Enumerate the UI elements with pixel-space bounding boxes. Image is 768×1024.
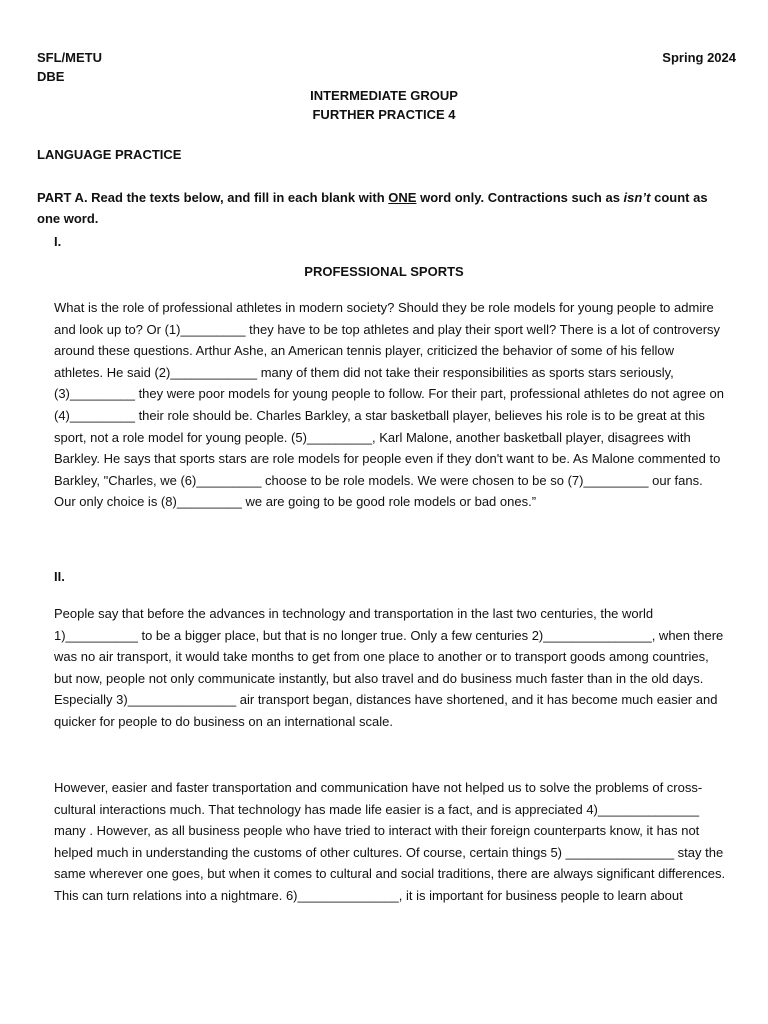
practice-title: FURTHER PRACTICE 4 bbox=[312, 107, 456, 122]
department-name: DBE bbox=[37, 69, 65, 84]
group-title: INTERMEDIATE GROUP bbox=[310, 88, 458, 103]
instructions-one-word: ONE bbox=[388, 190, 417, 205]
institution-header bbox=[37, 48, 102, 86]
section-heading: LANGUAGE PRACTICE bbox=[37, 147, 182, 162]
term-label: Spring 2024 bbox=[662, 50, 736, 65]
instructions-part-3: count as one word. bbox=[37, 190, 708, 226]
institution-name: SFL/METU bbox=[37, 50, 102, 65]
text-1-title: PROFESSIONAL SPORTS bbox=[304, 264, 464, 279]
text-2-paragraph-2: However, easier and faster transportation and communication have not helped us to solve the problems of cross-cultural interactions much. That technology has made life easier is a fact, and is appreciated 4)______________ many . However, as all business people who have tried to interact with their foreign counterparts know, it has not helped much in understanding the customs of other cultures. Of course, certain things 5) _______________ stay the same wherever one goes, but when it comes to cultural and social traditions, there are always significant differences. This can turn relations into a nightmare. 6)______________, it is important for business people to learn about bbox=[54, 780, 726, 903]
text-1-paragraph: What is the role of professional athletes in modern society? Should they be role models for young people to admire and look up to? Or (1)_________ they have to be top athletes and play their sport well? There is a lot of controversy around these questions. Arthur Ashe, an American tennis player, criticized the behavior of some of his fellow athletes. He said (2)____________ many of them did not take their responsibilities as sports stars seriously, (3)_________ they were poor models for young people to follow. For their part, professional athletes do not agree on (4)_________ their role should be. Charles Barkley, a star basketball player, believes his role is to be great at this sport, not a role model for young people. (5)_________, Karl Malone, another basketball player, disagrees with Barkley. He says that sports stars are role models for people even if they don't want to be. As Malone commented to Barkley, "Charles, we (6)_________ choose to be role models. We were chosen to be so (7)_________ our fans. Our only choice is (8)_________ we are going to be good role models or bad ones.” bbox=[54, 300, 724, 510]
text-2-paragraph-1: People say that before the advances in technology and transportation in the last two centuries, the world 1)__________ to be a bigger place, but that is no longer true. Only a few centuries 2)_______________, when there was no air transport, it would take months to get from one place to another or to transport goods among countries, but now, people not only communicate instantly, but also travel and do business much faster than in the old days. Especially 3)_______________ air transport began, distances have shortened, and it has become much easier and quicker for people to do business on an international scale. bbox=[54, 606, 724, 729]
instructions-example: isn’t bbox=[623, 190, 651, 205]
text-2-numeral: II. bbox=[54, 569, 65, 584]
part-a-instructions bbox=[37, 187, 727, 229]
text-1-numeral: I. bbox=[54, 234, 62, 249]
instructions-part-2: word only. Contractions such as bbox=[416, 190, 624, 205]
instructions-part-1: PART A. Read the texts below, and fill in each blank with bbox=[37, 190, 389, 205]
